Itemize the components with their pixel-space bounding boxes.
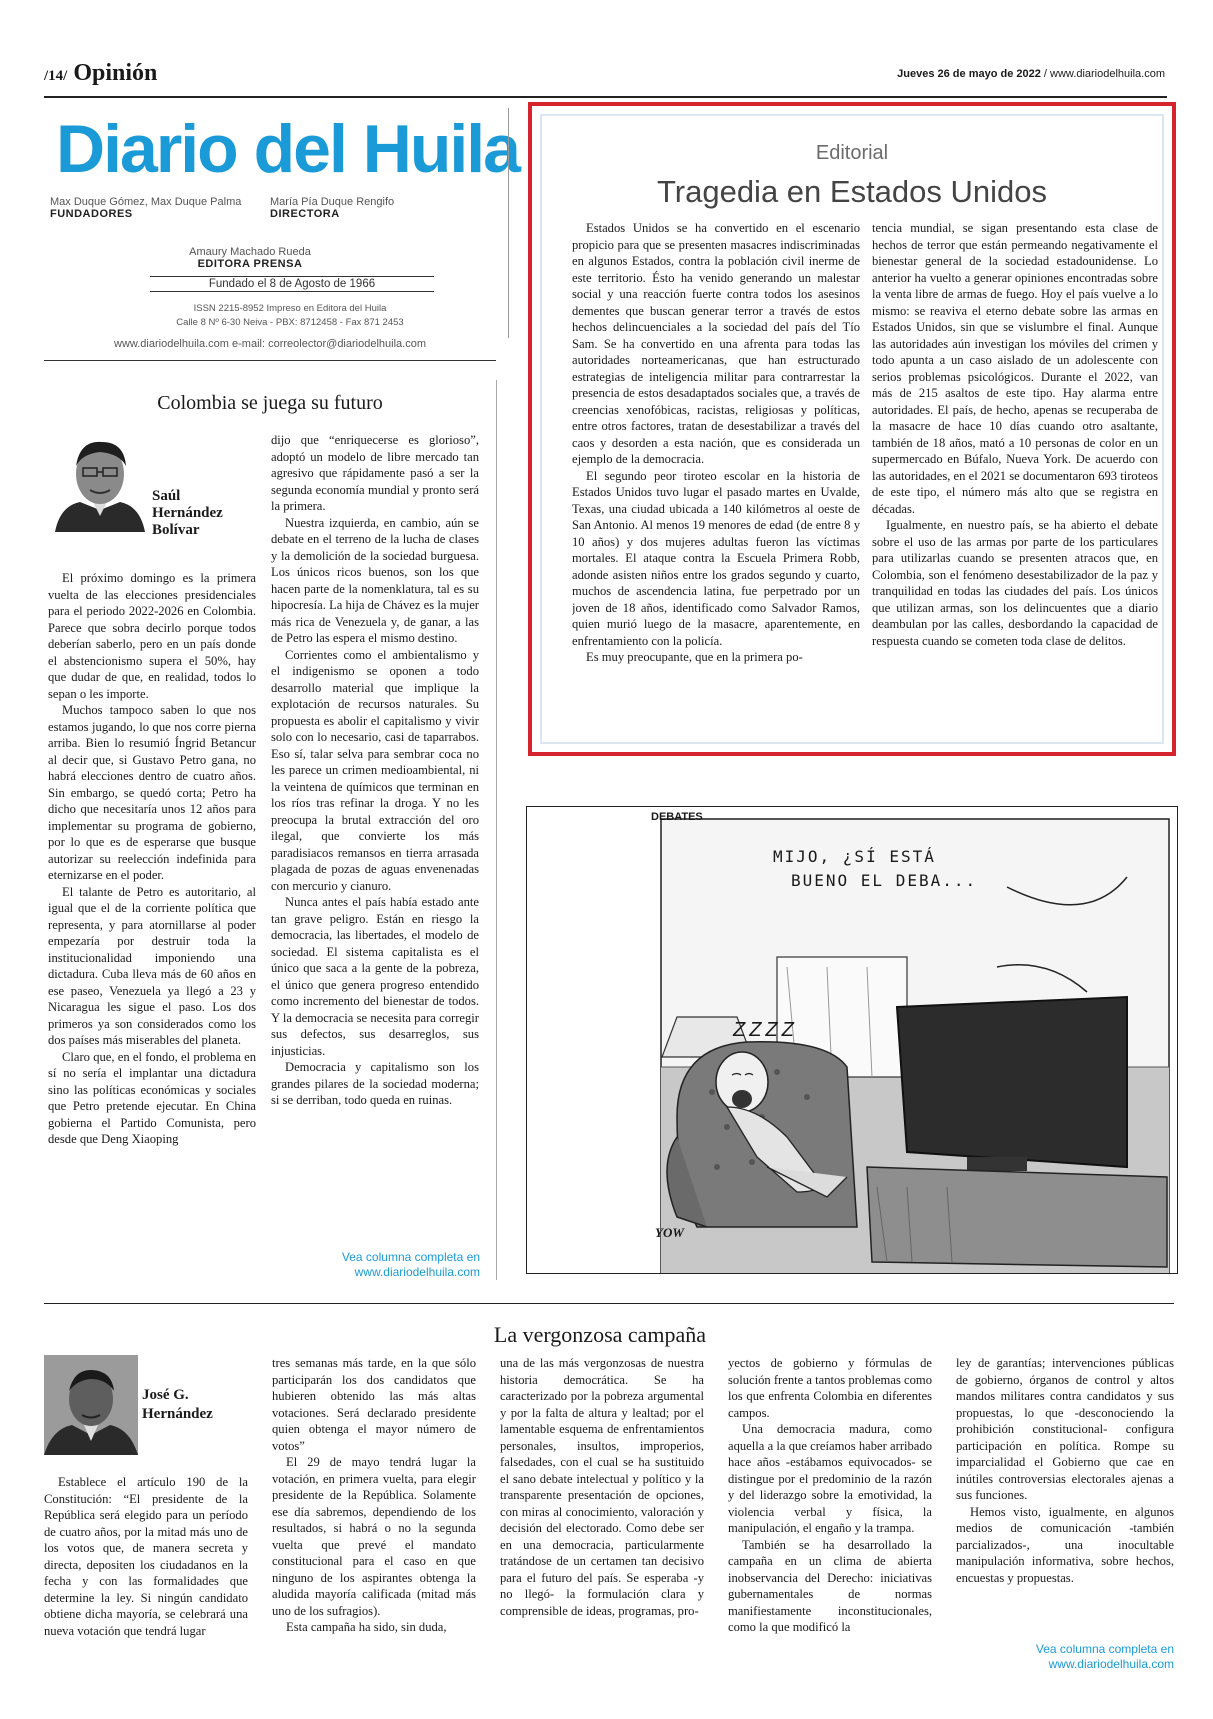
column-paragraph: El 29 de mayo tendrá lugar la votación, en primera vuelta, para elegir presidente de la República. Solamente ese día sabremos, dependiendo de los resultados, si habrá o no la segunda vuelta que prevé el mandato constitucional para el caso en que ninguno de los aspirantes obtenga la aludida mayoría calificada (mitad más uno de los sufragios). — [272, 1455, 476, 1618]
author-line-2: Hernández — [142, 1406, 213, 1422]
column-paragraph: Hemos visto, igualmente, en algunos medios de comunicación -también parcializados-, una inocultable manipulación informativa, sobre hechos, encuestas y propuestas. — [956, 1504, 1174, 1585]
issue-date: Jueves 26 de mayo de 2022 — [897, 68, 1041, 80]
editor-block — [150, 246, 350, 270]
column-paragraph: dijo que “enriquecerse es glorioso”, adoptó un modelo de libre mercado tan agresivo que rápidamente pasó a ser la segunda economía mundial y pronto será la primera. — [271, 433, 479, 513]
editor-role: EDITORA PRENSA — [197, 258, 303, 270]
editorial-inner-frame — [540, 114, 1164, 744]
column-paragraph: Esta campaña ha sido, sin duda, — [286, 1620, 447, 1634]
author-photo — [44, 1355, 138, 1455]
column-paragraph: Claro que, en el fondo, el problema en sí no sería el implantar una dictadura sino las políticas económicas y sociales que Petro pretende ejecutar. En China gobierna el Partido Comunista, pero desde que Deng Xiaoping — [48, 1049, 256, 1146]
editorial-paragraph: Estados Unidos se ha convertido en el escenario propicio para que se presenten masacres indiscriminadas en algunos Estados, contra la población civil inerme de este territorio. Ésto ha venido generando un malestar social y una reacción fuerte contra todos los asesinos dementes que buscan generar terror a través de estos hechos delincuenciales a la sociedad del país del Tío Sam. Se ha convertido en una afrenta para todas las autoridades norteamericanas, que han estructurado estrategias de inteligencia militar para contrarrestar la presencia de estos desadaptados sociales que, a través de creencias xenofóbicas, racistas, religiosas y políticas, entre otros factores, tratan de desestabilizar a través del caos y desorden a esta nación, que es considerada un ejemplo de la democracia. — [572, 221, 860, 466]
column-paragraph: También se ha desarrollado la campaña en un clima de abierta inobservancia del Derecho: iniciativas gubernamentales de normas manifiestamente inconstitucionales, como la que modificó la — [728, 1537, 932, 1634]
editorial-paragraph: Es muy preocupante, que en la primera po- — [586, 650, 803, 664]
column-paragraph: yectos de gobierno y fórmulas de solución frente a tantos problemas como los que enfrenta Colombia en diferentes campos. — [728, 1356, 932, 1420]
masthead-divider — [508, 108, 509, 338]
founded-line: Fundado el 8 de Agosto de 1966 — [150, 276, 434, 292]
cartoon-snore: ZZZZ — [733, 1019, 798, 1041]
column-paragraph: tres semanas más tarde, en la que sólo participarán los dos candidatos que hubieren obtenido las más altas votaciones. Será declarado presidente quien obtenga el mayor número de votos” — [272, 1356, 476, 1453]
editorial-title: Tragedia en Estados Unidos — [656, 174, 1048, 209]
section-rule — [44, 1303, 1174, 1304]
editorial-kicker: Editorial — [815, 142, 889, 164]
column-divider — [496, 380, 497, 1280]
column-paragraph: Corrientes como el ambientalismo y el indigenismo se oponen a todo desarrollo material que implique la explotación de recursos naturales. Su propuesta es abolir el capitalismo y vivir solo con lo necesario, casi de taparrabos. Eso sí, talar selva para sembrar coca no les parece un crimen medioambiental, ni la veintena de químicos que terminan en los ríos tras refinar la droga. Y no les preocupa la brutal extracción del oro ilegal, que convierte los más paradisiacos remansos en tierra arrasada plagada de pozas de aguas envenenadas con mercurio y cianuro. — [271, 647, 479, 893]
column-text-5 — [956, 1355, 1174, 1635]
read-more-url[interactable]: www.diariodelhuila.com — [354, 1265, 480, 1279]
column-paragraph: El próximo domingo es la primera vuelta de las elecciones presidenciales para el periodo 2022-2026 en Colombia. Parece que sobra decirlo porque todos deberían saberlo, pero en un país donde el abstencionismo supera el 50%, hay que dudar de que, en realidad, todos lo sepan o les importe. — [48, 571, 256, 701]
issn-line: ISSN 2215-8952 Impreso en Editora del Huila — [193, 303, 387, 314]
address-line: Calle 8 Nº 6-30 Neiva - PBX: 8712458 - Fax 871 2453 — [176, 317, 404, 328]
column-paragraph: Democracia y capitalismo son los grandes pilares de la sociedad moderna; si se derriban, todo queda en ruinas. — [271, 1060, 479, 1107]
column-paragraph: Nuestra izquierda, en cambio, aún se debate en el terreno de la lucha de clases y la demolición de la sociedad burguesa. Los únicos ricos buenos, son los que hacen parte de la nomenklatura, tal es su hipocresía. La hija de Chávez es la mujer más rica de Venezuela y, de ganar, a las de Petro las espera el mismo destino. — [271, 515, 479, 645]
column-text-left — [48, 570, 256, 1260]
column-paragraph: Nunca antes el país había estado ante tan grave peligro. Están en riesgo la democracia, las libertades, el modelo de sociedad. El sistema capitalista es el único que saca a la gente de la pobreza, el único que genera progreso entendido como incremento del bienestar de todos. Y la democracia se necesita para corregir sus defectos, sus desarreglos, sus injusticias. — [271, 895, 479, 1058]
column-paragraph: Muchos tampoco saben lo que nos estamos jugando, lo que nos corre pierna arriba. Bien lo resumió Íngrid Betancur al decir que, si Gustavo Petro gana, no habrá elecciones dentro de cuatro años. Sin embargo, se quedó corta; Petro ha dicho que necesitaría unos 12 años para implementar su programa de gobierno, por lo que es de esperarse que busque autorizar su reelección indefinida para eternizarse en el poder. — [48, 703, 256, 882]
founders-names: Max Duque Gómez, Max Duque Palma — [50, 196, 242, 208]
header-rule — [44, 96, 1167, 98]
column-paragraph: Una democracia madura, como aquella a la que creíamos haber arribado hace años -estábamos equivocados- se distingue por el predominio de la razón y del liderazgo sobre la emotividad, la violencia verbal y física, la manipulación, el engaño y la trampa. — [728, 1422, 932, 1535]
author-first-name: Saúl — [152, 488, 181, 504]
read-more-link[interactable] — [990, 1642, 1174, 1672]
masthead-rule — [44, 360, 496, 361]
column-text-2 — [272, 1355, 476, 1665]
column-text-right — [271, 432, 479, 1250]
editorial-paragraph: Igualmente, en nuestro país, se ha abierto el debate sobre el uso de las armas por parte de los particulares para utilizarlas cuando se presenten atracos que, en Colombia, son el fenómeno desestabilizador de la paz y tranquilidad en todas las ciudades del país. Los únicos que utilizan armas, son los delincuentes que a diario deambulan por las calles, desbordando la capacidad de respuesta cuando se cometen toda clase de delitos. — [872, 518, 1158, 648]
director-name: María Pía Duque Rengifo — [270, 196, 395, 208]
author-photo — [50, 426, 150, 532]
contact-line[interactable]: www.diariodelhuila.com e-mail: correolector@diariodelhuila.com — [114, 338, 426, 350]
dateline-separator: / — [1040, 68, 1051, 80]
read-more-text: Vea columna completa en — [1035, 1642, 1174, 1656]
page-number: /14/ — [44, 68, 68, 84]
founders-role: FUNDADORES — [50, 208, 133, 220]
column-title: Colombia se juega su futuro — [157, 392, 383, 414]
header-dateline — [897, 68, 1165, 80]
newspaper-logo: Diario del Huila — [56, 111, 519, 187]
column-paragraph: Establece el artículo 190 de la Constitución: “El presidente de la República será elegido para un período de cuatro años, por la mitad más uno de los votos que, de manera secreta y directa, depositen los ciudadanos en la fecha y con las formalidades que determine la ley. Si ningún candidato obtiene dicha mayoría, se celebrará una nueva votación que tendrá lugar — [44, 1475, 248, 1638]
masthead-imprint — [100, 302, 480, 330]
director-role: DIRECTORA — [270, 208, 340, 220]
cartoon-label: DEBATES — [651, 811, 703, 823]
header-website[interactable]: www.diariodelhuila.com — [1050, 68, 1165, 80]
cartoon-speech — [773, 845, 977, 893]
author-middle-name: Hernández — [152, 505, 223, 521]
column-text-3 — [500, 1355, 704, 1665]
editorial-cartoon — [526, 806, 1178, 1274]
column-author — [152, 488, 223, 539]
column-author — [142, 1386, 213, 1424]
column-title: La vergonzosa campaña — [493, 1322, 707, 1347]
editor-name: Amaury Machado Rueda — [189, 246, 311, 258]
read-more-text: Vea columna completa en — [341, 1250, 480, 1264]
editorial-box — [528, 102, 1176, 756]
editorial-paragraph: tencia mundial, se sigan presentando esta clase de hechos de terror que están permeando negativamente el bienestar general de la sociedad estadounidense. Lo anterior ha vuelto a generar opiniones encontradas sobre la venta libre de armas de fuego. Hoy el país vuelve a lo mismo: se reaviva el eterno debate sobre las armas en Estados Unidos, sin que se vislumbre el final. Aunque las autoridades aún investigan los móviles del crimen y todo apunta a un caso aislado de un adolescente con serios problemas psicológicos. Durante el 2022, van más de 215 asaltos de este tipo. Hay alarma entre autoridades. El país, de hecho, apenas se recuperaba de la masacre de hace 10 días cuando otro asaltante, también de 18 años, mató a 10 personas de color en un supermercado en Búfalo, Nueva York. De acuerdo con las autoridades, en el 2021 se documentaron 693 tiroteos de este tipo, el número más alto que se registra en décadas. — [872, 221, 1158, 516]
column-paragraph: ley de garantías; intervenciones públicas de gobierno, órganos de control y altos mandos militares contra candidatos y sus propuestas, lo que -desconociendo la prohibición constitucional- configura participación en política. Rompe su imparcialidad el Gobierno que cae en inútiles controversias electorales ajenas a sus funciones. — [956, 1356, 1174, 1502]
column-text-4 — [728, 1355, 932, 1665]
director-block — [270, 196, 394, 220]
cartoonist-signature: YOW — [655, 1225, 684, 1240]
author-line-1: José G. — [142, 1387, 189, 1403]
read-more-link[interactable] — [300, 1250, 480, 1280]
speech-line-1: MIJO, ¿SÍ ESTÁ — [773, 847, 936, 866]
section-title: Opinión — [73, 60, 158, 86]
editorial-paragraph: El segundo peor tiroteo escolar en la historia de Estados Unidos tuvo lugar el pasado martes en Uvalde, Texas, una ciudad ubicada a 140 kilómetros al oeste de San Antonio. Al menos 19 menores de edad (de entre 8 y 10 años) y dos mujeres adultas fueron las víctimas mortales. El ataque contra la Escuela Primera Robb, adonde asisten niños entre los grados segundo y cuarto, muchos de ascendencia latina, fue perpetrado por un joven de 18 años, identificado como Salvador Ramos, quien murió luego de la masacre, aparentemente, en enfrentamiento con la policía. — [572, 468, 860, 648]
editorial-column-2 — [872, 220, 1158, 736]
speech-line-2: BUENO EL DEBA... — [791, 871, 978, 890]
editorial-column-1 — [572, 220, 860, 736]
author-last-name: Bolívar — [152, 522, 200, 538]
page-header — [44, 60, 157, 87]
column-text-1 — [44, 1474, 248, 1664]
column-paragraph: El talante de Petro es autoritario, al igual que el de la corriente política que representa, y para atornillarse al poder empezaría por destruir toda la institucionalidad imponiendo una dictadura. Cuba lleva más de 60 años en ese paseo, Venezuela ya llegó a 23 y Nicaragua les sigue el paso. Los dos primeros ya son considerados como los dos países más miserables del planeta. — [48, 884, 256, 1047]
column-paragraph: una de las más vergonzosas de nuestra historia democrática. Se ha caracterizado por la pobreza argumental y por la falta de altura y lealtad; por el lamentable esquema de enfrentamientos personales, insultos, improperios, falsedades, con el cual se ha sustituido el sano debate intelectual y político y la transparente presentación de opciones, con miras al conocimiento, valoración y decisión del electorado. Como debe ser en una democracia, particularmente tratándose de un certamen tan decisivo para el futuro del país. Se esperaba -y no llegó- la formulación clara y comprensible de ideas, programas, pro- — [500, 1356, 704, 1618]
founders-block — [50, 196, 241, 220]
read-more-url[interactable]: www.diariodelhuila.com — [1048, 1657, 1174, 1671]
